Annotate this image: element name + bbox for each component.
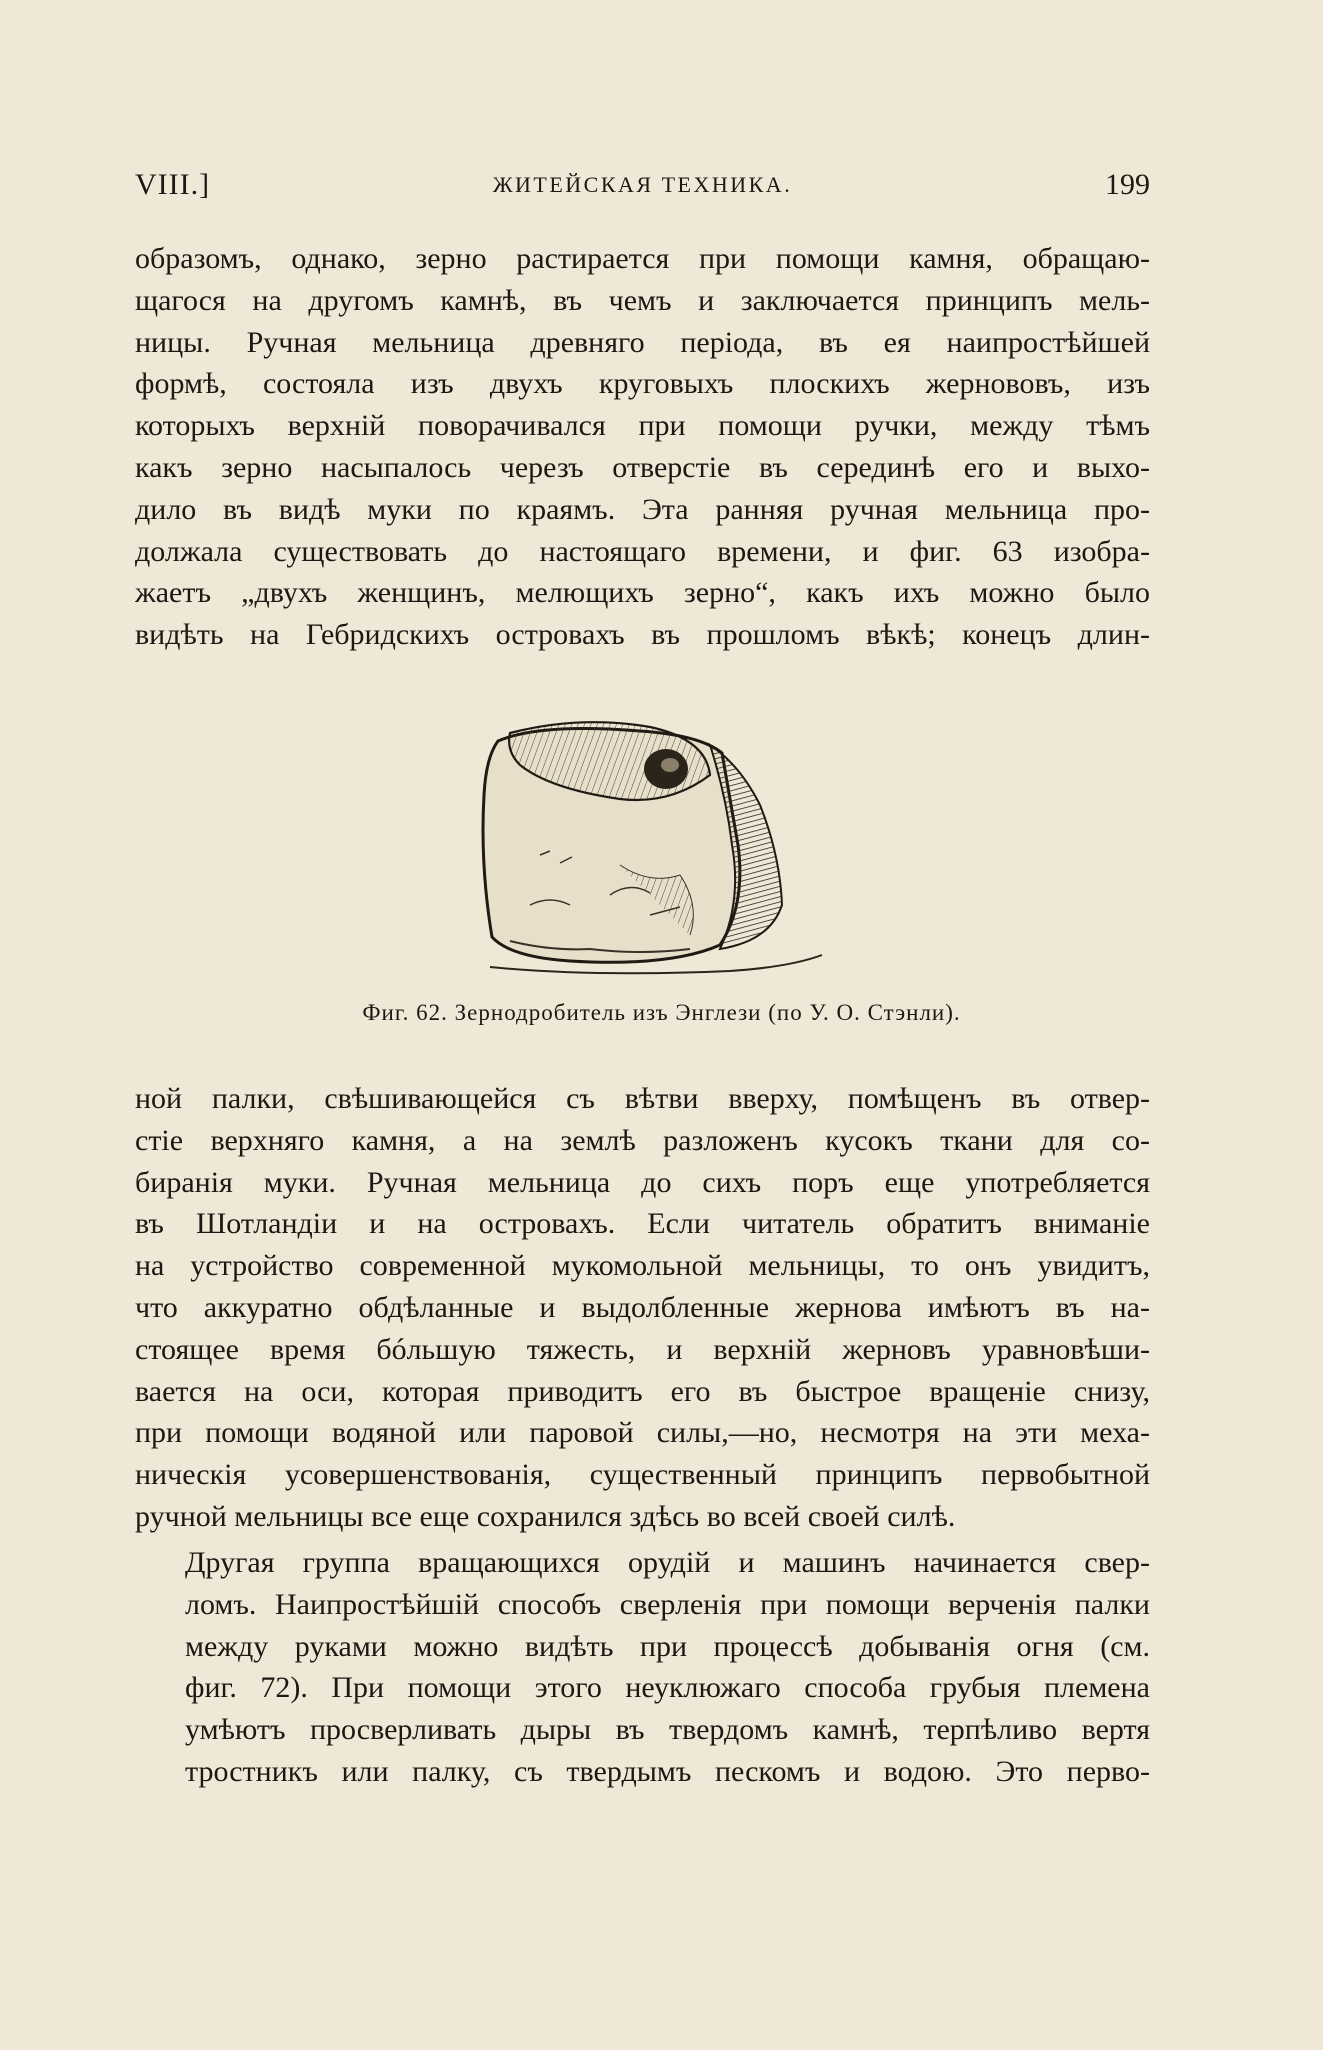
text-line: которыхъ верхній поворачивался при помощи ручки, между тѣмъ (135, 409, 1150, 443)
text-line: должала существовать до настоящаго времени, и фиг. 63 изобра- (135, 534, 1150, 568)
text-line: умѣютъ просверливать дыры въ твердомъ камнѣ, терпѣливо вертя (185, 1713, 1150, 1747)
millstone-illustration (470, 705, 830, 977)
text-line: въ Шотландіи и на островахъ. Если читатель обратитъ вниманіе (135, 1207, 1150, 1241)
text-line: тростникъ или палку, съ твердымъ пескомъ и водою. Это перво- (185, 1754, 1150, 1788)
text-line: Другая группа вращающихся орудій и машинъ начинается свер- (185, 1546, 1150, 1579)
text-line: фиг. 72). При помощи этого неуклюжаго способа грубыя племена (185, 1671, 1150, 1705)
paragraph-2 (135, 1078, 1150, 1538)
text-line: ническія усовершенствованія, существенный принципъ первобытной (135, 1458, 1150, 1492)
text-line: ручной мельницы все еще сохранился здѣсь во всей своей силѣ. (135, 1499, 956, 1533)
text-line: вается на оси, которая приводитъ его въ быстрое вращеніе снизу, (135, 1374, 1150, 1408)
text-line: формѣ, состояла изъ двухъ круговыхъ плоскихъ жернововъ, изъ (135, 367, 1150, 401)
chapter-marker: VIII.] (135, 168, 211, 201)
running-header (135, 168, 1150, 208)
text-line: на устройство современной мукомольной мельницы, то онъ увидитъ, (135, 1249, 1150, 1283)
paragraph-3 (135, 1542, 1150, 1793)
text-line: между руками можно видѣть при процессѣ добыванія огня (см. (185, 1629, 1150, 1663)
text-line: какъ зерно насыпалось черезъ отверстіе въ серединѣ его и выхо- (135, 450, 1150, 484)
text-line: стіе верхняго камня, а на землѣ разложенъ кусокъ ткани для со- (135, 1123, 1150, 1157)
text-line: ломъ. Наипростѣйшій способъ сверленія при помощи верченія палки (185, 1587, 1150, 1621)
text-line: жаетъ „двухъ женщинъ, мелющихъ зерно“, какъ ихъ можно было (135, 576, 1150, 610)
text-line: образомъ, однако, зерно растирается при помощи камня, обращаю- (135, 242, 1150, 275)
text-line: стоящее время бóльшую тяжесть, и верхній жерновъ уравновѣши- (135, 1332, 1150, 1366)
text-line: ницы. Ручная мельница древняго періода, въ ея наипростѣйшей (135, 325, 1150, 359)
text-line: что аккуратно обдѣланные и выдолбленные жернова имѣютъ въ на- (135, 1290, 1150, 1324)
page-number: 199 (1105, 168, 1150, 201)
text-line: ной палки, свѣшивающейся съ вѣтви вверху, помѣщенъ въ отвер- (135, 1082, 1150, 1115)
text-line: дило въ видѣ муки по краямъ. Эта ранняя ручная мельница про- (135, 492, 1150, 526)
running-title: ЖИТЕЙСКАЯ ТЕХНИКА. (492, 172, 793, 197)
text-line: при помощи водяной или паровой силы,—но, несмотря на эти меха- (135, 1416, 1150, 1450)
text-line: видѣть на Гебридскихъ островахъ въ прошломъ вѣкѣ; конецъ длин- (135, 618, 1150, 652)
text-line: биранія муки. Ручная мельница до сихъ поръ еще употребляется (135, 1165, 1150, 1199)
text-line: щагося на другомъ камнѣ, въ чемъ и заключается принципъ мель- (135, 283, 1150, 317)
figure-caption: Фиг. 62. Зернодробитель изъ Энглези (по У. О. Стэнли). (362, 1000, 961, 1025)
paragraph-1 (135, 238, 1150, 656)
